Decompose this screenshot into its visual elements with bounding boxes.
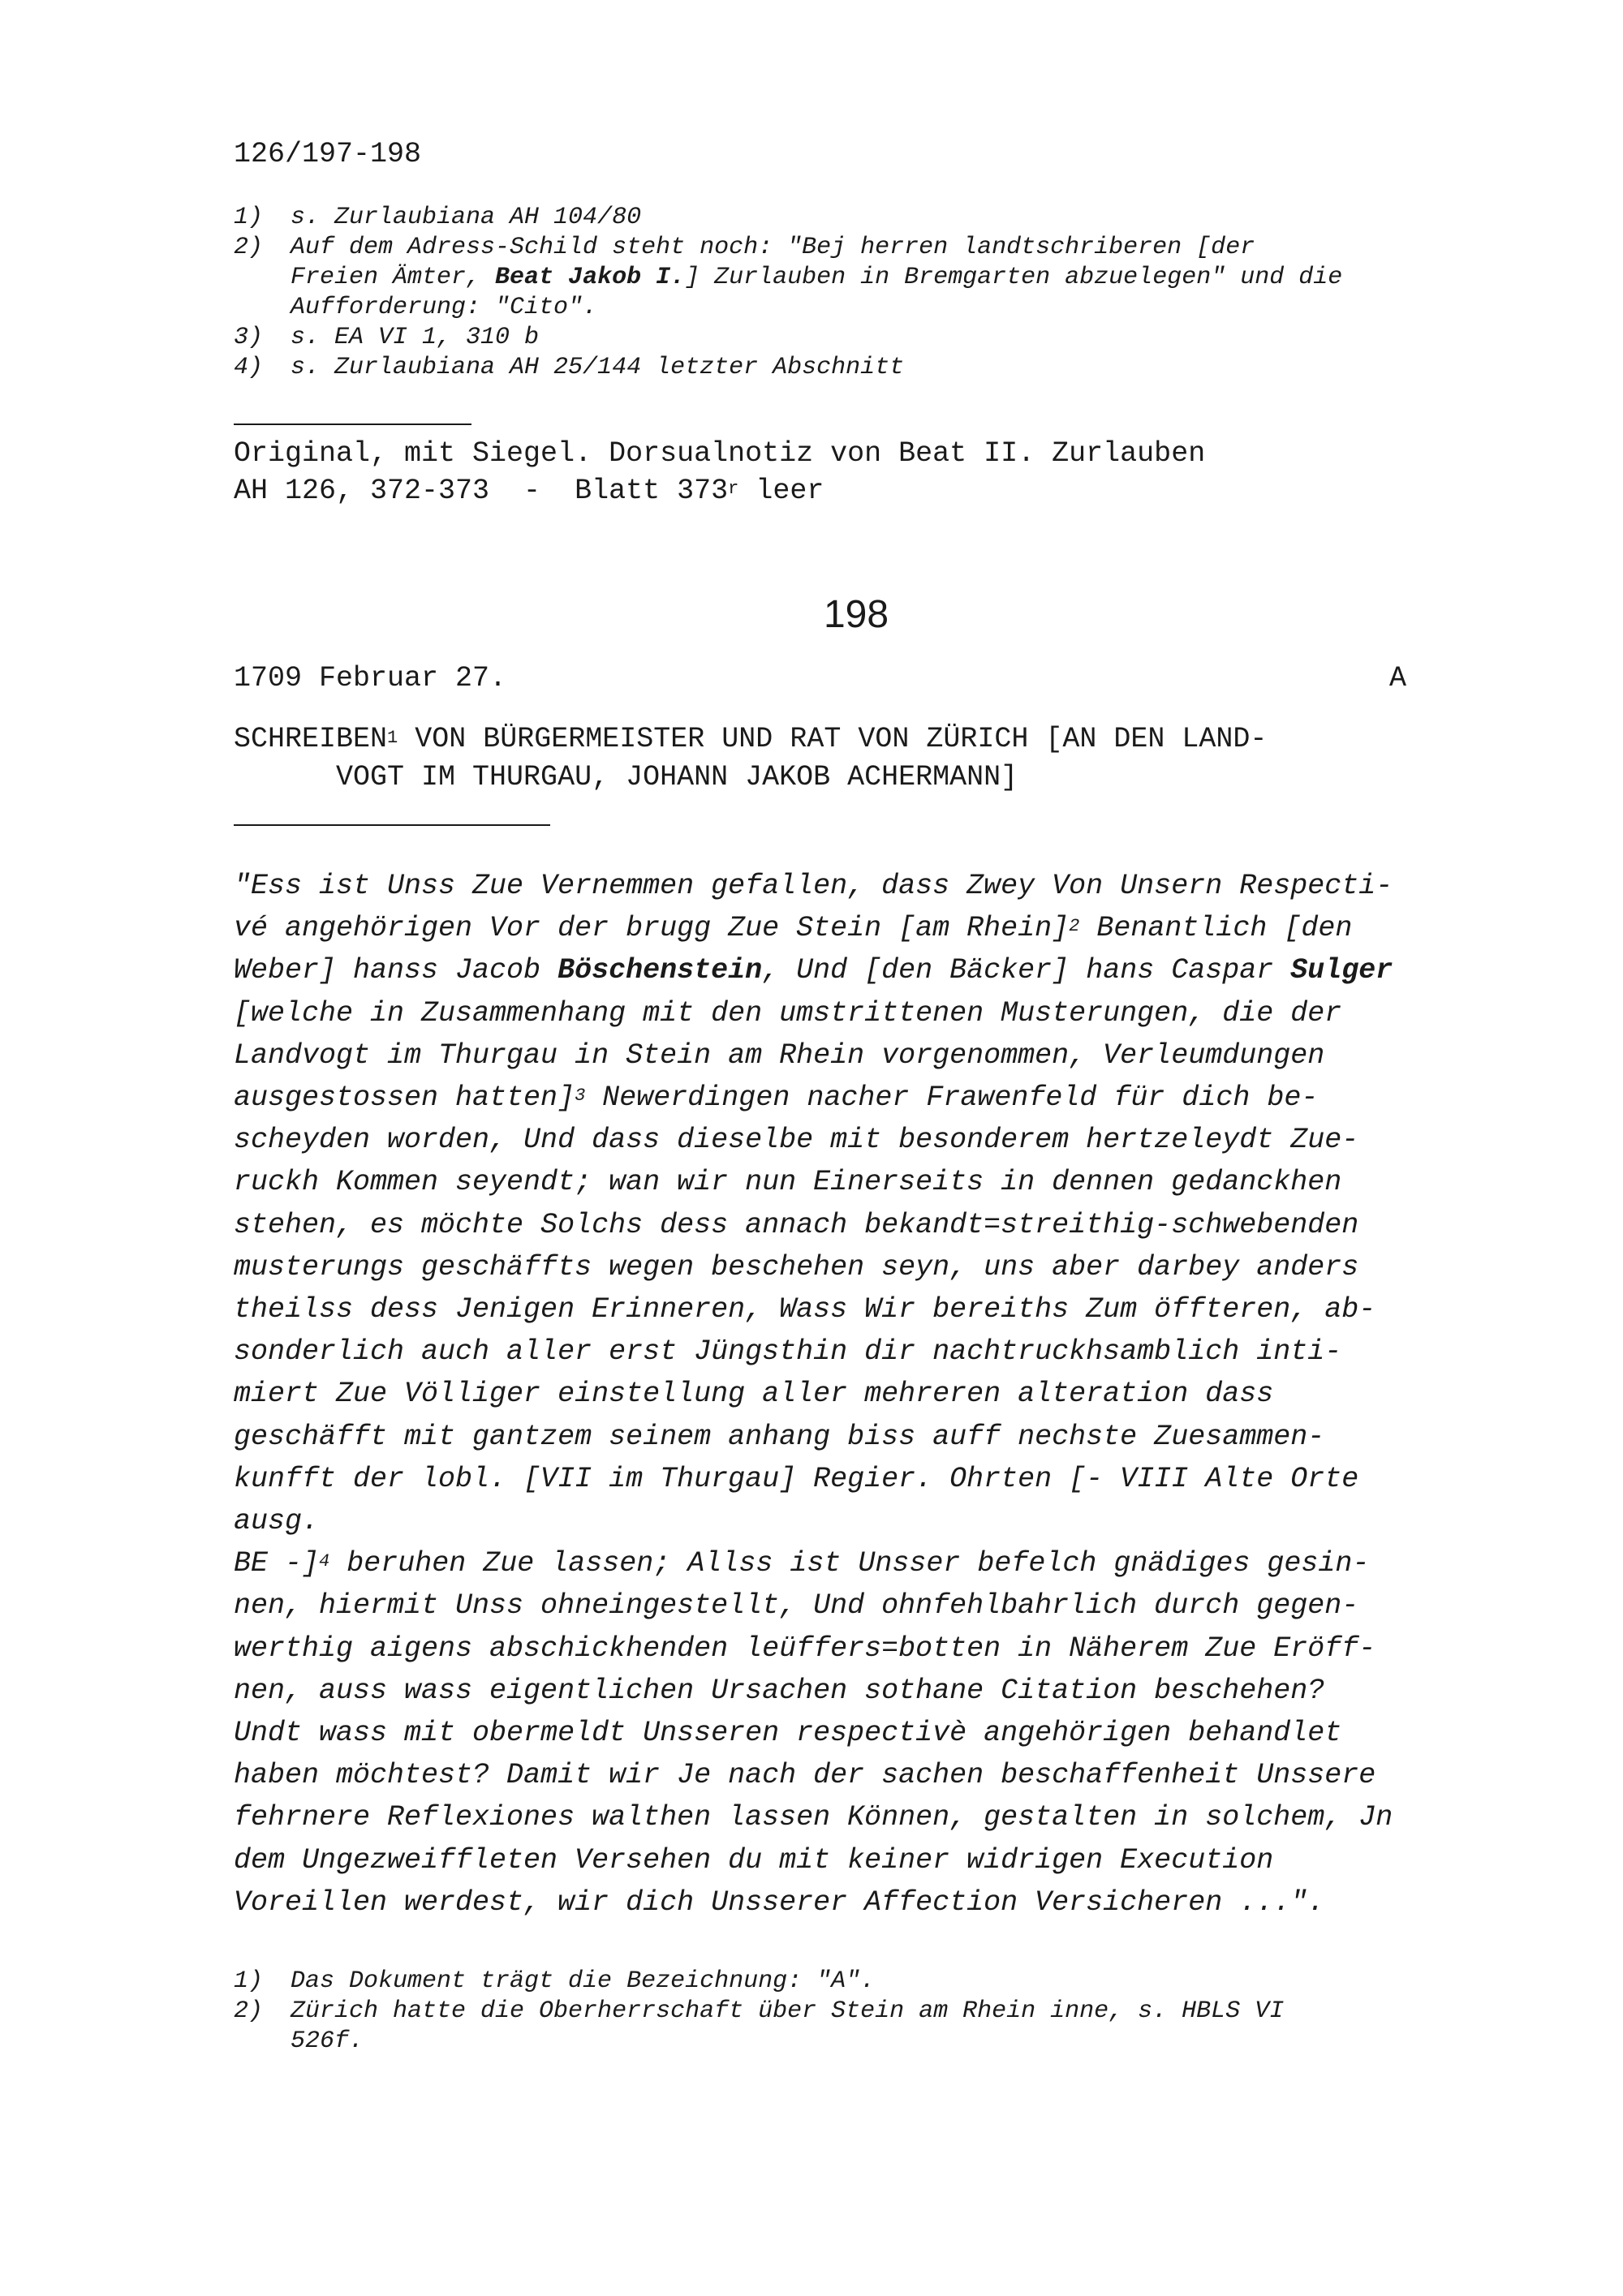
footnote-text: Auf dem Adress-Schild steht noch: "Bej herren landtschriberen [der Freien Ämter, Beat Jakob I.] Zurlauben in Bremgarten abzuelegen" und die Aufforderung: "Cito". [291, 234, 1343, 321]
document-date: 1709 Februar 27. [234, 662, 507, 694]
footnote-number: 1) [234, 1967, 264, 1995]
footnote-number: 2) [234, 1997, 264, 2025]
top-footnotes [234, 203, 1342, 383]
footnote-text: s. Zurlaubiana AH 104/80 [291, 204, 642, 231]
footnote-text: Zürich hatte die Oberherrschaft über Stein am Rhein inne, s. HBLS VI 526f. [291, 1997, 1285, 2055]
footnote-text: Das Dokument trägt die Bezeichnung: "A". [291, 1967, 876, 1995]
footnote-number: 2) [234, 234, 264, 261]
source-note [234, 435, 1205, 510]
bold-name-sulger: Sulger [1290, 954, 1393, 987]
document-body: "Ess ist Unss Zue Vernemmen gefallen, dass Zwey Von Unsern Respecti- vé angehörigen Vor der brugg Zue Stein [am Rhein]$^2$ Benantlich [den Weber] hanss Jacob Böschenstein, Und [den Bäcker] hans Caspar Sulger [welche in Zusammenhang mit den umstrittenen Musterungen, die der Landvogt im Thurgau in Stein am Rhein vorgenommen, Verleumdungen ausgestossen hatten]$^3$ Newerdingen nacher Frawenfeld für dich be- scheyden worden, Und dass dieselbe mit besonderem hertzeleydt Zue- ruckh Kommen seyendt; wan wir nun Einerseits in dennen gedanckhen stehen, es möchte Solchs dess annach bekandt=streithig-schwebenden musterungs geschäffts wegen beschehen seyn, uns aber darbey anders theilss dess Jenigen Erinneren, Wass Wir bereiths Zum öffteren, ab- sonderlich auch aller erst Jüngsthin dir nachtruckhsamblich inti- miert Zue Völliger einstellung aller mehreren alteration dass geschäfft mit gantzem seinem anhang biss auff nechste Zuesammen- kunfft der lobl. [VII im Thurgau] Regier. Ohrten [- VIII Alte Orte ausg. BE -]$^4$ beruhen Zue lassen; Allss ist Unsser befelch gnädiges gesin- nen, hiermit Unss ohneingestellt, Und ohnfehlbahrlich durch gegen- werthig aigens abschickhenden leüffers=botten in Näherem Zue Eröff- nen, auss wass eigentlichen Ursachen sothane Citation beschehen? Undt wass mit obermeldt Unsseren respectivè angehörigen behandlet haben möchtest? Damit wir Je nach der sachen beschaffenheit Unssere fehrnere Reflexiones walthen lassen Können, gestalten in solchem, Jn dem Ungezweiffleten Versehen du mit keiner widrigen Execution Voreillen werdest, wir dich Unsserer Affection Versicheren ...". [234, 870, 1393, 1919]
document-title: SCHREIBEN$^1$ VON BÜRGERMEISTER UND RAT VON ZÜRICH [AN DEN LAND- VOGT IM THURGAU, JOHANN JAKOB ACHERMANN] [234, 723, 1268, 793]
footnote-divider [234, 424, 471, 425]
footnote-item [234, 233, 1342, 323]
document-letter: A [1389, 662, 1407, 694]
page-reference: 126/197-198 [234, 138, 422, 170]
footnote-bold-name: Beat Jakob I. [495, 264, 686, 291]
footnote-number: 4) [234, 354, 264, 381]
source-line-2: AH 126, 372-373 - Blatt 373$^r$ leer [234, 475, 824, 507]
bold-name-boeschenstein: Böschenstein [558, 954, 763, 987]
footnote-item [234, 203, 1342, 233]
footnote-number: 3) [234, 324, 264, 351]
footnote-text: s. Zurlaubiana AH 25/144 letzter Abschnitt [291, 354, 905, 381]
bottom-footnotes [234, 1967, 1284, 2057]
document-number: 198 [823, 593, 889, 636]
footnote-item [234, 353, 1342, 383]
title-divider [234, 824, 550, 826]
footnote-text: s. EA VI 1, 310 b [291, 324, 540, 351]
source-line-1: Original, mit Siegel. Dorsualnotiz von Beat II. Zurlauben [234, 437, 1206, 470]
footnote-number: 1) [234, 204, 264, 231]
footnote-item [234, 1997, 1284, 2057]
footnote-item [234, 1967, 1284, 1997]
footnote-item [234, 323, 1342, 353]
